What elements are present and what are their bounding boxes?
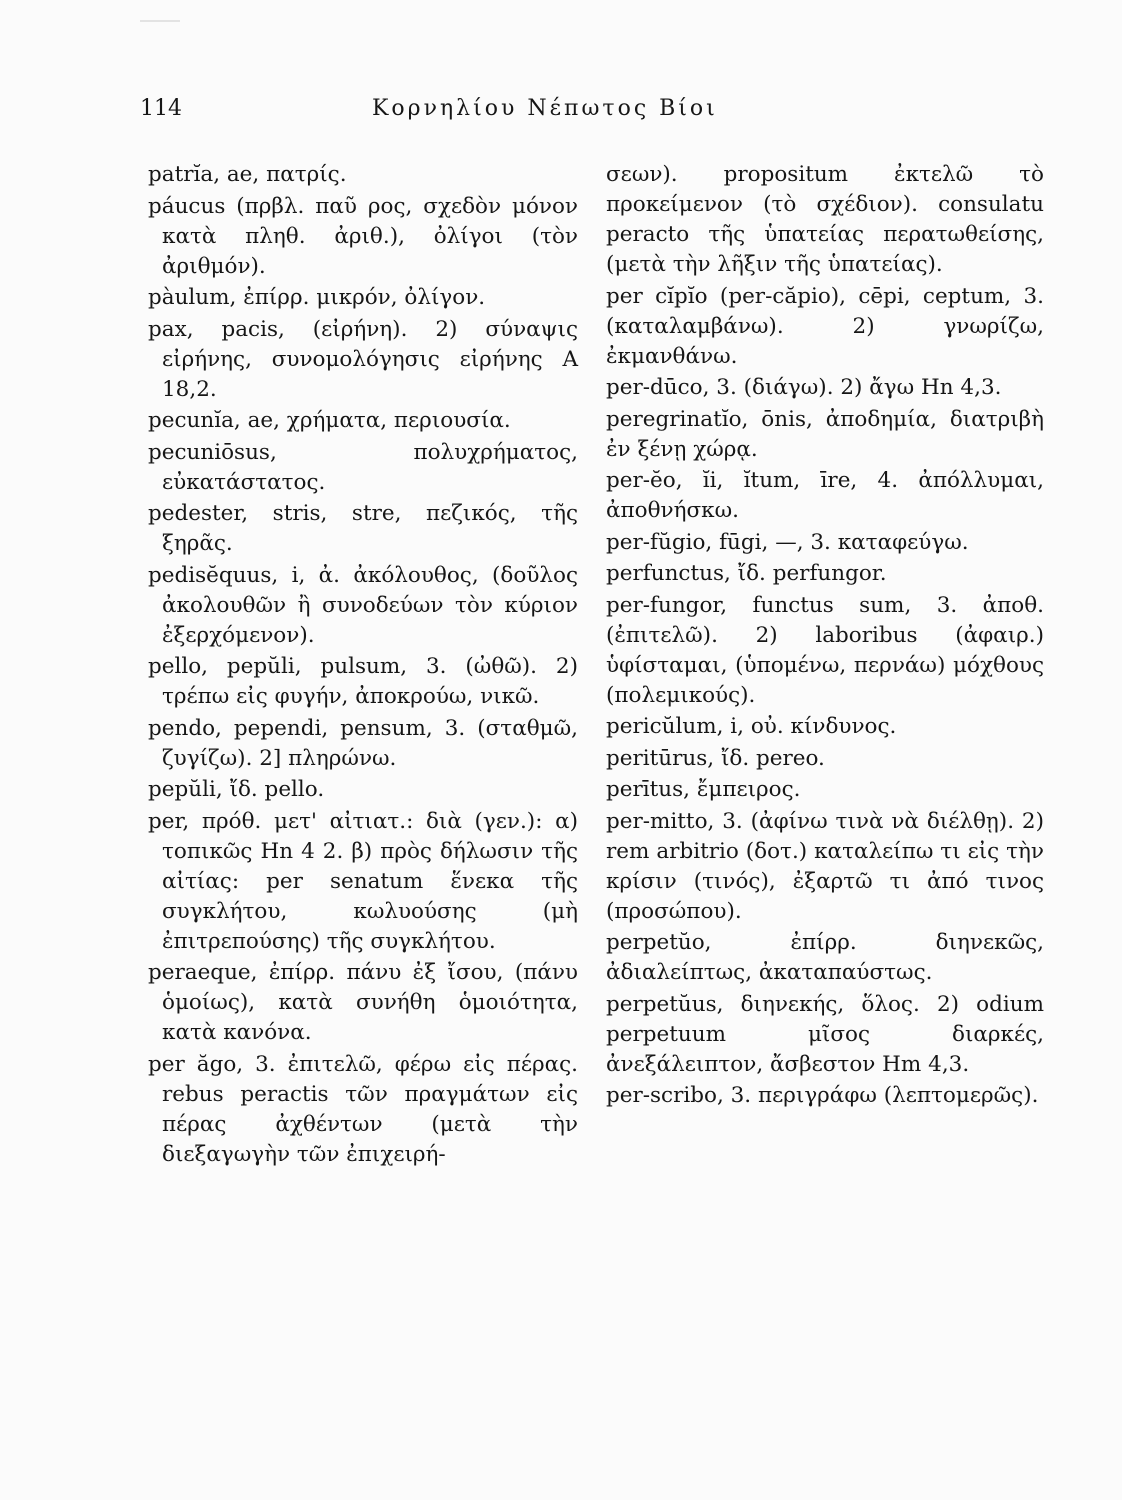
right-column bbox=[604, 160, 1044, 1113]
entry-perfunctus: perfunctus, ἴδ. perfungor. bbox=[606, 561, 887, 586]
running-head bbox=[140, 96, 1070, 136]
scan-mark bbox=[140, 20, 180, 22]
entry-per: per, πρόθ. μετ' αἰτιατ.: διὰ (γεν.): α) τοπικῶς Hn 4 2. β) πρὸς δήλωσιν τῆς αἰτίας: per senatum ἕνεκα τῆς συγκλήτου, κωλυούσης (μὴ ἐπιτρεπούσης) τῆς συγκλήτου. bbox=[148, 808, 578, 954]
entry-peregrinatio: peregrinatĭo, ōnis, ἀποδημία, διατριβὴ ἐν ξένῃ χώρᾳ. bbox=[606, 406, 1044, 462]
entry-paucus: páucus (πρβλ. παῦ ρος, σχεδὸν μόνον κατὰ πληθ. ἀριθ.), ὀλίγοι (τὸν ἀριθμόν). bbox=[148, 193, 578, 279]
entry-pedester: pedester, stris, stre, πεζικός, τῆς ξηρᾶς. bbox=[148, 501, 578, 556]
left-column bbox=[148, 160, 578, 1171]
entry-permitto: per-mitto, 3. (ἀφίνω τινὰ νὰ διέλθῃ). 2) rem arbitrio (δοτ.) καταλείπω τι εἰς τὴν κρίσιν (τινός), ἐξαρτῶ τι ἀπό τινος (προσώπου). bbox=[606, 808, 1044, 924]
entry-pendo: pendo, pependi, pensum, 3. (σταθμῶ, ζυγίζω). 2] πληρώνω. bbox=[148, 715, 578, 771]
entry-perfugio: per-fŭgio, fūgi, —, 3. καταφεύγω. bbox=[606, 529, 969, 555]
entry-patria: patrĭa, ae, πατρίς. bbox=[148, 162, 347, 187]
entry-perduco: per-dūco, 3. (διάγω). 2) ἄγω Hn 4,3. bbox=[606, 375, 1002, 400]
entry-periturus: peritūrus, ἴδ. pereo. bbox=[606, 745, 825, 771]
entry-peraeque: peraeque, ἐπίρρ. πάνυ ἐξ ἴσου, (πάνυ ὁμοίως), κατὰ συνήθη ὁμοιότητα, κατὰ κανόνα. bbox=[148, 960, 578, 1045]
entry-perscribo: per-scribo, 3. περιγράφω (λεπτομερῶς). bbox=[606, 1083, 1039, 1108]
entry-periculum: pericŭlum, i, οὐ. κίνδυνος. bbox=[606, 714, 897, 739]
entry-pello: pello, pepŭli, pulsum, 3. (ὠθῶ). 2) τρέπω εἰς φυγήν, ἀποκρούω, νικῶ. bbox=[148, 654, 578, 709]
entry-pereo: per-ĕo, ĭi, ĭtum, īre, 4. ἀπόλλυμαι, ἀποθνήσκω. bbox=[606, 468, 1044, 523]
entry-pepuli: pepŭli, ἴδ. pello. bbox=[148, 777, 325, 802]
entry-pedisequus: pedisĕquus, i, ἀ. ἀκόλουθος, (δοῦλος ἀκολουθῶν ἢ συνοδεύων τὸν κύριον ἐξερχόμενον). bbox=[148, 562, 578, 648]
entry-pax: pax, pacis, (εἰρήνη). 2) σύναψις εἰρήνης, συνομολόγησις εἰρήνης A 18,2. bbox=[148, 316, 578, 402]
entry-perpetuus: perpetŭus, διηνεκής, ὅλος. 2) odium perpetuum μῖσος διαρκές, ἀνεξάλειπτον, ἄσβεστον Hm 4,3. bbox=[606, 991, 1044, 1077]
page-number: 114 bbox=[140, 96, 182, 121]
running-title: Κορνηλίου Νέπωτος Βίοι bbox=[372, 96, 718, 121]
entry-paulum: pàulum, ἐπίρρ. μικρόν, ὀλίγον. bbox=[148, 285, 486, 310]
entry-percipio: per cĭpĭo (per-căpio), cēpi, ceptum, 3. (καταλαμβάνω). 2) γνωρίζω, ἐκμανθάνω. bbox=[606, 283, 1044, 369]
entry-perago-continued: σεων). propositum ἐκτελῶ τὸ προκείμενον (τὸ σχέδιον). consulatu peracto τῆς ὑπατείας περατωθείσης, (μετὰ τὴν λῆξιν τῆς ὑπατείας). bbox=[606, 162, 1044, 277]
entry-perfungor: per-fungor, functus sum, 3. ἀποθ. (ἐπιτελῶ). 2) laboribus (ἀφαιρ.) ὑφίσταμαι, (ὑπομένω, περνάω) μόχθους (πολεμικούς). bbox=[606, 592, 1044, 708]
entry-perpetuo: perpetŭo, ἐπίρρ. διηνεκῶς, ἀδιαλείπτως, ἀκαταπαύστως. bbox=[606, 930, 1044, 985]
entry-pecuniosus: pecuniōsus, πολυχρήματος, εὐκατάστατος. bbox=[148, 439, 578, 495]
entry-perago: per ăgo, 3. ἐπιτελῶ, φέρω εἰς πέρας. rebus peractis τῶν πραγμάτων εἰς πέρας ἀχθέντων (μετὰ τὴν διεξαγωγὴν τῶν ἐπιχειρή- bbox=[148, 1051, 578, 1167]
entry-peritus: perītus, ἔμπειρος. bbox=[606, 777, 801, 802]
entry-pecunia: pecunĭa, ae, χρήματα, περιουσία. bbox=[148, 408, 511, 433]
